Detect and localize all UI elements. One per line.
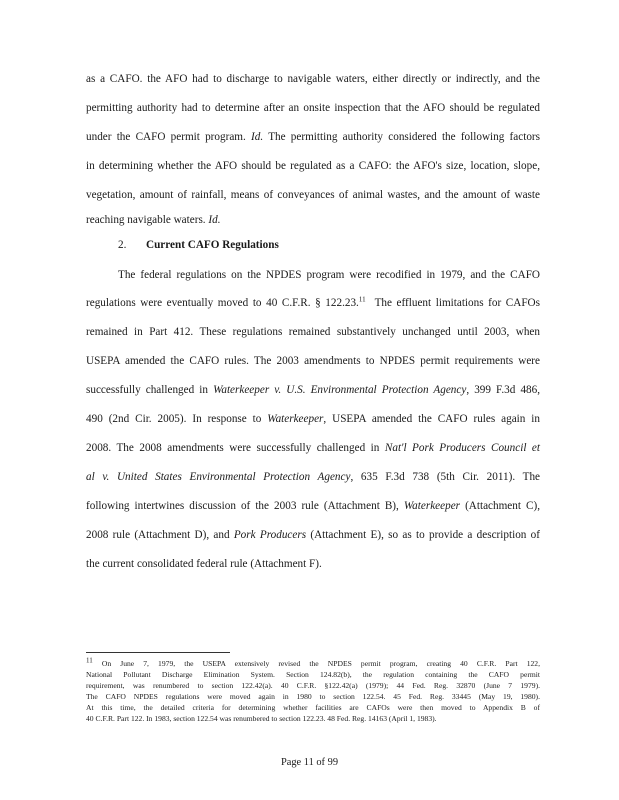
body-line: reaching navigable waters. Id. (86, 214, 221, 226)
body-line: 490 (2nd Cir. 2005). In response to Waterkeeper, USEPA amended the CAFO rules again in (86, 413, 541, 425)
page-number: Page 11 of 99 (280, 757, 339, 768)
body-line: The federal regulations on the NPDES program were recodified in 1979, and the CAFO (118, 269, 540, 281)
footnote-line: National Pollutant Discharge Elimination System. Section 124.82(b), the regulation containing the CAFO permit (86, 670, 540, 679)
footnote-marker: 11 (86, 656, 93, 665)
footnote-line: 40 C.F.R. Part 122. In 1983, section 122.54 was renumbered to section 122.23. 48 Fed. Reg. 14163 (April 1, 1983). (86, 714, 437, 723)
section-heading (118, 238, 279, 252)
footnote-line: The CAFO NPDES regulations were moved again in 1980 to section 122.54. 45 Fed. Reg. 33445 (May 19, 1980). (86, 692, 540, 701)
body-line: the current consolidated federal rule (Attachment F). (86, 558, 322, 570)
body-line: successfully challenged in Waterkeeper v. U.S. Environmental Protection Agency, 399 F.3d 486, (86, 384, 541, 396)
footnote-divider (86, 652, 230, 653)
body-line: vegetation, amount of rainfall, means of conveyances of animal wastes, and the amount of waste (86, 189, 540, 201)
case-name: al v. United States Environmental Protection Agency (86, 471, 351, 483)
body-line: remained in Part 412. These regulations remained substantively unchanged until 2003, when (86, 326, 540, 338)
case-name: Pork Producers (233, 529, 307, 541)
footnote-line: $^{11}$ On June 7, 1979, the USEPA extensively revised the NPDES permit program, creating 40 C.F.R. Part 122, (86, 656, 540, 668)
body-line: 2008. The 2008 amendments were successfully challenged in Nat'l Pork Producers Council et (86, 442, 541, 454)
footnote-line: requirement, was renumbered to section 122.42(a). 40 C.F.R. §122.42(a) (1979); 44 Fed. Reg. 32870 (June 7 1979). (86, 681, 540, 690)
citation-id: Id. (208, 214, 221, 226)
body-line: regulations were eventually moved to 40 C.F.R. § 122.23.11 The effluent limitations for CAFOs (86, 295, 540, 309)
body-line: 2008 rule (Attachment D), and Pork Producers (Attachment E), so as to provide a description of (86, 529, 540, 541)
section-number: 2. (118, 239, 127, 251)
body-line: USEPA amended the CAFO rules. The 2003 amendments to NPDES permit requirements were (86, 355, 540, 367)
case-name: Waterkeeper v. U.S. Environmental Protection Agency (213, 384, 467, 396)
case-name: Waterkeeper (403, 500, 461, 512)
case-name: Nat'l Pork Producers Council et (384, 442, 541, 454)
footnote-line: At this time, the detailed criteria for determining whether facilities are CAFOs were then moved to Appendix B of (86, 703, 540, 712)
body-line: following intertwines discussion of the 2003 rule (Attachment B), Waterkeeper (Attachment C), (86, 500, 541, 512)
citation-id: Id. (251, 131, 264, 143)
section-title: Current CAFO Regulations (146, 239, 279, 251)
body-line: in determining whether the AFO should be regulated as a CAFO: the AFO's size, location, slope, (86, 160, 540, 172)
case-name: Waterkeeper (267, 413, 324, 425)
body-line: permitting authority had to determine after an onsite inspection that the AFO should be regulated (86, 102, 540, 114)
body-line: al v. United States Environmental Protection Agency, 635 F.3d 738 (5th Cir. 2011). The (86, 471, 541, 483)
body-line: as a CAFO. the AFO had to discharge to navigable waters, either directly or indirectly, and the (86, 73, 540, 85)
body-line: under the CAFO permit program. Id. The permitting authority considered the following factors (86, 131, 540, 143)
footnote-reference: 11 (358, 295, 366, 304)
